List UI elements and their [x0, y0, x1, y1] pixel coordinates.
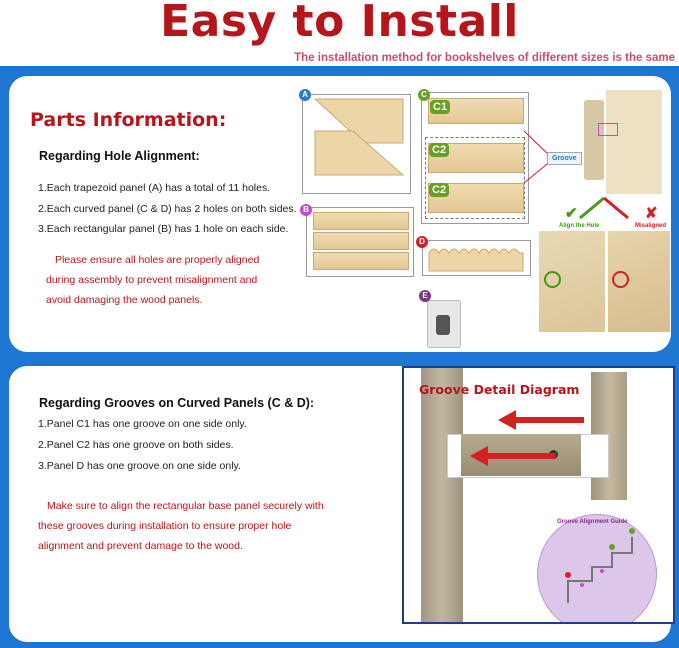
- screws-icon: [436, 315, 450, 335]
- grooves-subheading: Regarding Grooves on Curved Panels (C & D):: [39, 396, 315, 410]
- check-icon: ✔: [565, 205, 578, 222]
- aligned-hole-circle: [544, 271, 561, 288]
- rect-panel-2: [313, 232, 409, 250]
- trapezoid-panels-image: [303, 95, 410, 193]
- groove-note-line-3: alignment and prevent damage to the wood.: [38, 540, 243, 552]
- groove-diagram-frame: [402, 366, 675, 624]
- part-d-frame: [422, 240, 531, 276]
- groove-note-line-1: Make sure to align the rectangular base panel securely with: [47, 500, 324, 512]
- groove-label: Groove: [547, 152, 582, 165]
- panel-closeup-photo: [584, 90, 668, 194]
- groove-note-line-2: these grooves during installation to ensure proper hole: [38, 520, 292, 532]
- hole-note-line-3: avoid damaging the wood panels.: [46, 294, 203, 306]
- grooves-panel: [9, 366, 671, 642]
- cross-icon: ✘: [645, 205, 658, 222]
- hole-note-line-1: Please ensure all holes are properly aligned: [55, 254, 260, 266]
- guide-title: Groove Alignment Guide: [557, 519, 628, 525]
- slide-arrows: [456, 402, 616, 512]
- screw-bag-image: [427, 300, 461, 348]
- alignment-guide-circle: [537, 514, 657, 624]
- aligned-photo: [539, 231, 605, 332]
- hole-line-3: 3.Each rectangular panel (B) has 1 hole on each side.: [38, 223, 289, 235]
- parts-info-panel: [9, 76, 671, 352]
- c2-label-bottom: C2: [429, 183, 449, 197]
- stair-guide-drawing: [538, 515, 656, 624]
- parts-heading: Parts Information:: [30, 109, 227, 131]
- highlight-box: [598, 123, 618, 136]
- align-hole-label: Align the Hole: [559, 223, 600, 229]
- part-b-badge: B: [300, 204, 312, 216]
- diagram-title: Groove Detail Diagram: [419, 382, 580, 397]
- part-d-badge: D: [416, 236, 428, 248]
- page-title: Easy to Install: [160, 0, 519, 47]
- misaligned-photo: [608, 231, 670, 332]
- groove-note: [38, 496, 324, 556]
- hole-alignment-subheading: Regarding Hole Alignment:: [39, 149, 200, 163]
- part-b-frame: [306, 207, 414, 277]
- part-c-badge: C: [418, 89, 430, 101]
- part-a-badge: A: [299, 89, 311, 101]
- misaligned-hole-circle: [612, 271, 629, 288]
- part-e-badge: E: [419, 290, 431, 302]
- groove-line-1: 1.Panel C1 has one groove on one side only.: [38, 418, 247, 430]
- hole-line-1: 1.Each trapezoid panel (A) has a total of 11 holes.: [38, 182, 271, 194]
- curved-panel-d-image: [423, 241, 530, 275]
- hole-note: [46, 250, 259, 310]
- c1-label: C1: [430, 100, 450, 114]
- rect-panel-1: [313, 212, 409, 230]
- alignment-arrows: [566, 194, 656, 224]
- rect-panel-3: [313, 252, 409, 270]
- groove-line-3: 3.Panel D has one groove on one side only.: [38, 460, 241, 472]
- c2-label-top: C2: [429, 143, 449, 157]
- hole-line-2: 2.Each curved panel (C & D) has 2 holes on both sides.: [38, 203, 297, 215]
- part-e-frame: [421, 296, 465, 350]
- page-subtitle: The installation method for bookshelves of different sizes is the same: [294, 52, 675, 64]
- groove-line-2: 2.Panel C2 has one groove on both sides.: [38, 439, 234, 451]
- part-a-frame: [302, 94, 411, 194]
- hole-note-line-2: during assembly to prevent misalignment and: [46, 274, 258, 286]
- misaligned-label: Misaligned: [635, 223, 667, 229]
